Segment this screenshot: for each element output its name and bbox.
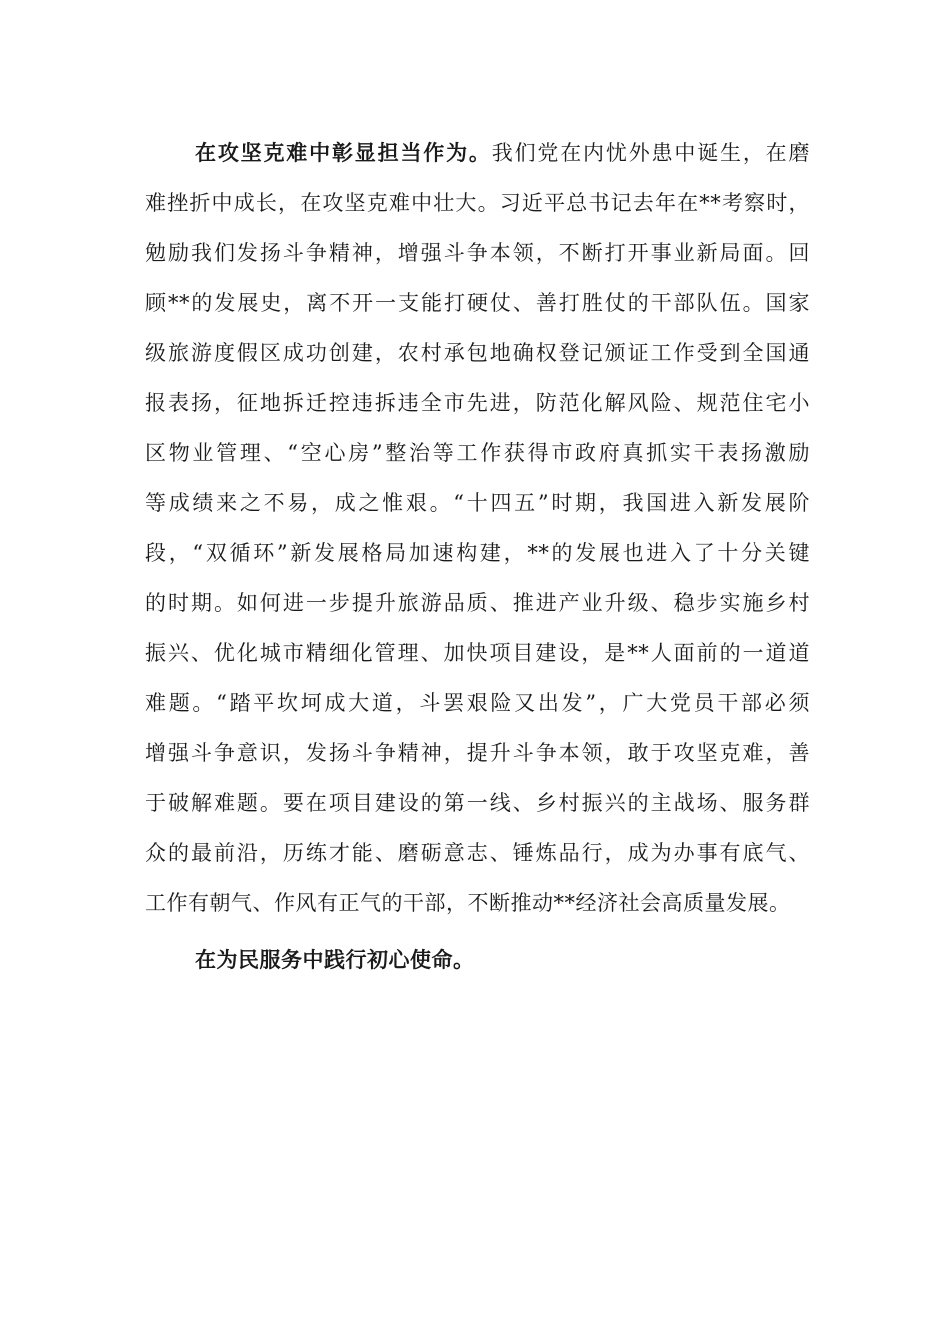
body-line: 勉励我们发扬斗争精神，增强斗争本领，不断打开事业新局面。回 [145,241,810,265]
body-line: 众的最前沿，历练才能、磨砺意志、锤炼品行，成为办事有底气、 [145,841,810,865]
body-line: 难题。“踏平坎坷成大道，斗罢艰险又出发”，广大党员干部必须 [145,691,810,715]
body-line: 报表扬，征地拆迁控违拆违全市先进，防范化解风险、规范住宅小 [145,391,810,415]
body-line: 振兴、优化城市精细化管理、加快项目建设，是**人面前的一道道 [145,641,810,665]
body-line: 级旅游度假区成功创建，农村承包地确权登记颁证工作受到全国通 [145,341,810,365]
paragraph-1 [145,128,810,928]
paragraph-2-heading: 在为民服务中践行初心使命。 [195,947,475,972]
body-line: 段，“双循环”新发展格局加速构建，**的发展也进入了十分关键 [145,541,810,565]
body-line: 顾**的发展史，离不开一支能打硬仗、善打胜仗的干部队伍。国家 [145,291,810,315]
body-line: 工作有朝气、作风有正气的干部，不断推动**经济社会高质量发展。 [145,891,791,915]
body-line: 区物业管理、“空心房”整治等工作获得市政府真抓实干表扬激励 [145,441,810,465]
body-line: 我们党在内忧外患中诞生，在磨 [491,141,810,165]
body-line: 等成绩来之不易，成之惟艰。“十四五”时期，我国进入新发展阶 [145,491,810,515]
body-line: 于破解难题。要在项目建设的第一线、乡村振兴的主战场、服务群 [145,791,810,815]
paragraph-1-heading: 在攻坚克难中彰显担当作为。 [195,140,492,165]
body-line: 增强斗争意识，发扬斗争精神，提升斗争本领，敢于攻坚克难，善 [145,741,810,765]
paragraph-1-line-1 [145,128,810,178]
body-line: 的时期。如何进一步提升旅游品质、推进产业升级、稳步实施乡村 [145,591,810,615]
body-line: 难挫折中成长，在攻坚克难中壮大。习近平总书记去年在**考察时， [145,191,810,215]
